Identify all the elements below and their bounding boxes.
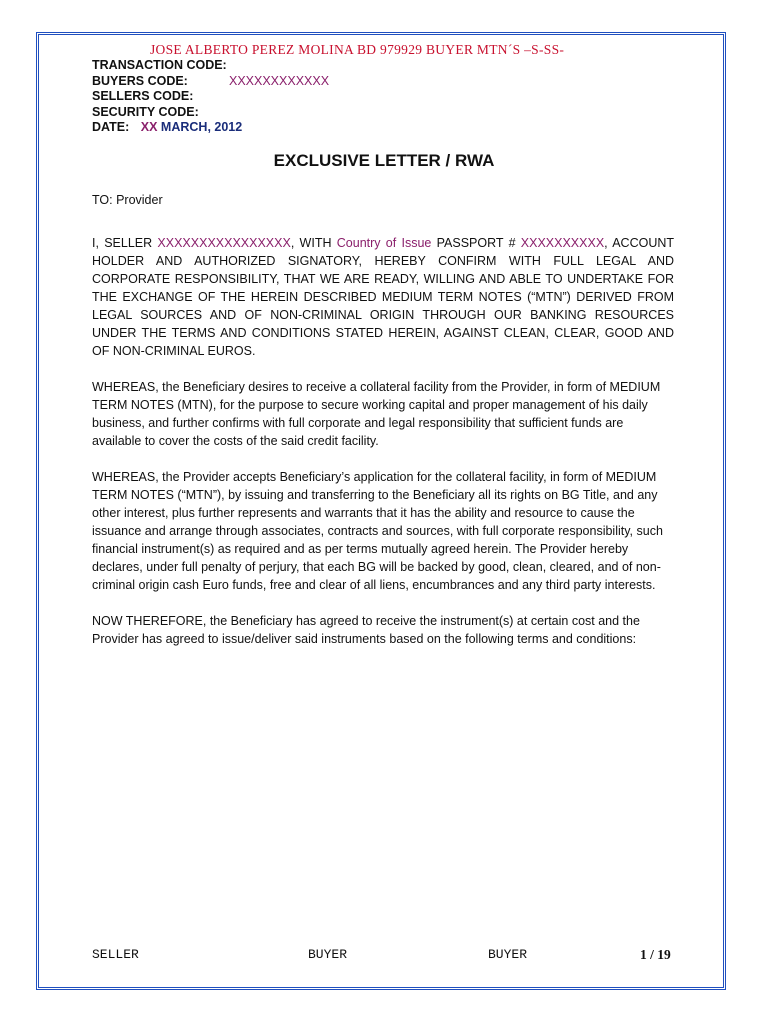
whereas-beneficiary-paragraph: WHEREAS, the Beneficiary desires to receive a collateral facility from the Provider, in form of MEDIUM TERM NOTES (MTN), for the purpose to secure working capital and proper management of his daily business, and further confirms with full corporate and legal responsibility that sufficient funds are available to cover the costs of the said credit facility. — [92, 380, 661, 448]
buyers-code-label: BUYERS CODE: — [92, 73, 188, 88]
date-value — [141, 120, 242, 134]
page-number: 1 / 19 — [640, 947, 671, 962]
country-placeholder: Country of Issue — [336, 236, 432, 250]
sellers-code-label: SELLERS CODE: — [92, 89, 194, 103]
p1-text-b: , WITH — [290, 236, 337, 250]
seller-name-placeholder: XXXXXXXXXXXXXXXX — [157, 236, 291, 250]
transaction-code-label: TRANSACTION CODE: — [92, 58, 227, 72]
sellers-code-row — [92, 89, 242, 105]
date-row — [92, 120, 242, 136]
document-body — [92, 234, 674, 666]
passport-placeholder: XXXXXXXXXX — [520, 236, 605, 250]
p1-text-d: , ACCOUNT HOLDER AND AUTHORIZED SIGNATORY, HEREBY CONFIRM WITH FULL LEGAL AND CORPORATE RESPONSIBILITY, THAT WE ARE READY, WILLING AND ABLE TO UNDERTAKE FOR THE EXCHANGE OF THE HEREIN DESCRIBED MEDIUM TERM NOTES (“MTN”) DERIVED FROM LEGAL SOURCES AND OF NON-CRIMINAL ORIGIN THROUGH OUR BANKING RESOURCES UNDER THE TERMS AND CONDITIONS STATED HEREIN, AGAINST CLEAN, CLEAR, GOOD AND OF NON-CRIMINAL EUROS. — [92, 236, 675, 358]
transaction-code-row — [92, 58, 242, 74]
p1-text-c: PASSPORT # — [431, 236, 521, 250]
buyers-code-value: XXXXXXXXXXXX — [229, 73, 330, 88]
seller-statement-paragraph — [92, 234, 674, 360]
footer-seller-label: SELLER — [92, 947, 139, 962]
now-therefore-paragraph: NOW THEREFORE, the Beneficiary has agreed to receive the instrument(s) at certain cost and the Provider has agreed to issue/deliver said instruments based on the following terms and conditions: — [92, 614, 640, 646]
document-title: EXCLUSIVE LETTER / RWA — [273, 151, 495, 170]
date-label: DATE: — [92, 120, 130, 134]
document-header-banner: JOSE ALBERTO PEREZ MOLINA BD 979929 BUYER MTN´S –S-SS- — [150, 42, 565, 57]
security-code-row — [92, 105, 242, 121]
codes-block — [92, 58, 330, 136]
date-day-placeholder: XX — [140, 120, 158, 134]
buyers-code-row — [92, 73, 330, 90]
security-code-label: SECURITY CODE: — [92, 104, 199, 119]
footer-buyer-label-1: BUYER — [308, 947, 348, 962]
date-month-year: MARCH, 2012 — [160, 120, 243, 134]
p1-text-a: I, SELLER — [92, 236, 158, 250]
recipient-line: TO: Provider — [92, 193, 163, 207]
whereas-provider-paragraph: WHEREAS, the Provider accepts Beneficiary’s application for the collateral facility, in form of MEDIUM TERM NOTES (“MTN”), by issuing and transferring to the Beneficiary all its rights on BG Title, and any other interest, plus further represents and warrants that it has the ability and resource to cause the issuance and arrange through associates, contracts and sources, with full corporate responsibility, such financial instrument(s) as required and as per terms mutually agreed herein. The Provider hereby declares, under full penalty of perjury, that each BG will be backed by good, clean, cleared, and of non-criminal origin cash Euro funds, free and clear of all liens, encumbrances and any third party interests. — [92, 470, 663, 592]
footer-buyer-label-2: BUYER — [488, 947, 528, 962]
